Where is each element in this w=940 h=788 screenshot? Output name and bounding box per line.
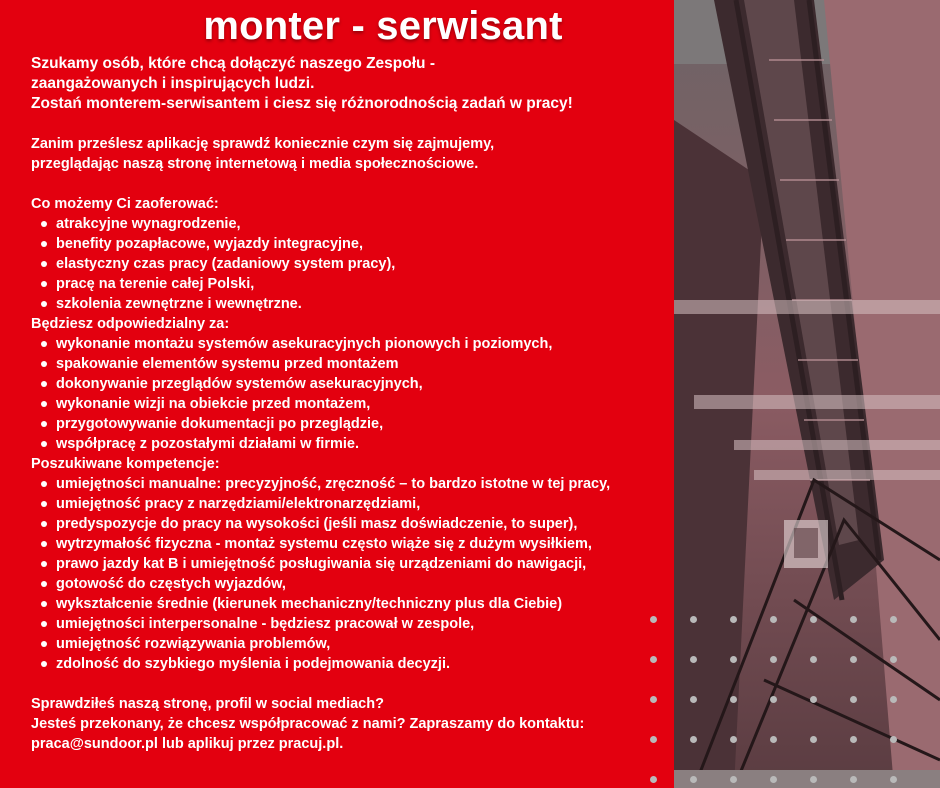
- decorative-dot: [650, 616, 657, 623]
- skill-item: prawo jazdy kat B i umiejętność posługiwania się urządzeniami do nawigacji,: [31, 554, 681, 574]
- decorative-dot: [690, 736, 697, 743]
- check-paragraph: [31, 134, 681, 174]
- decorative-dot: [850, 616, 857, 623]
- decorative-dot: [730, 696, 737, 703]
- decorative-dot: [730, 656, 737, 663]
- check-line: Zanim prześlesz aplikację sprawdź koniecznie czym się zajmujemy,: [31, 136, 495, 152]
- skill-item: umiejętności manualne: precyzyjność, zręczność – to bardzo istotne w tej pracy,: [31, 474, 681, 494]
- skills-heading: Poszukiwane kompetencje:: [31, 456, 220, 472]
- skill-item: umiejętność pracy z narzędziami/elektronarzędziami,: [31, 494, 681, 514]
- decorative-dot: [850, 776, 857, 783]
- offer-item: benefity pozapłacowe, wyjazdy integracyjne,: [31, 234, 681, 254]
- decorative-dot: [890, 776, 897, 783]
- skill-item: gotowość do częstych wyjazdów,: [31, 574, 681, 594]
- decorative-dot: [770, 616, 777, 623]
- duty-item: wykonanie montażu systemów asekuracyjnych pionowych i poziomych,: [31, 334, 681, 354]
- decorative-dot: [770, 656, 777, 663]
- decorative-dot: [690, 696, 697, 703]
- offer-item: szkolenia zewnętrzne i wewnętrzne.: [31, 294, 681, 314]
- ad-content: [31, 54, 681, 754]
- duties-heading: Będziesz odpowiedzialny za:: [31, 316, 230, 332]
- decorative-dot: [650, 696, 657, 703]
- decorative-dot: [890, 736, 897, 743]
- skill-item: predyspozycje do pracy na wysokości (jeśli masz doświadczenie, to super),: [31, 514, 681, 534]
- skill-item: wykształcenie średnie (kierunek mechaniczny/techniczny plus dla Ciebie): [31, 594, 681, 614]
- intro-line: Szukamy osób, które chcą dołączyć naszego Zespołu -: [31, 55, 435, 72]
- contact-line: praca@sundoor.pl lub aplikuj przez pracuj.pl.: [31, 736, 344, 752]
- duty-item: współpracę z pozostałymi działami w firmie.: [31, 434, 681, 454]
- check-line: przeglądając naszą stronę internetową i media społecznościowe.: [31, 156, 479, 172]
- offer-heading: Co możemy Ci zaoferować:: [31, 196, 219, 212]
- decorative-dot: [850, 736, 857, 743]
- offer-item: atrakcyjne wynagrodzenie,: [31, 214, 681, 234]
- offer-list: [31, 214, 681, 314]
- decorative-dot: [770, 776, 777, 783]
- decorative-dot: [850, 656, 857, 663]
- page-title: monter - serwisant: [203, 4, 563, 48]
- decorative-dot: [730, 776, 737, 783]
- decorative-dot: [890, 616, 897, 623]
- offer-item: elastyczny czas pracy (zadaniowy system pracy),: [31, 254, 681, 274]
- decorative-dot: [690, 616, 697, 623]
- decorative-dot: [690, 776, 697, 783]
- decorative-dot: [810, 616, 817, 623]
- offer-item: pracę na terenie całej Polski,: [31, 274, 681, 294]
- decorative-dot-grid: [650, 616, 940, 788]
- duties-list: [31, 334, 681, 454]
- outro-line: Jesteś przekonany, że chcesz współpracować z nami? Zapraszamy do kontaktu:: [31, 716, 585, 732]
- skill-item: umiejętność rozwiązywania problemów,: [31, 634, 681, 654]
- decorative-dot: [650, 656, 657, 663]
- decorative-dot: [730, 616, 737, 623]
- duty-item: dokonywanie przeglądów systemów asekuracyjnych,: [31, 374, 681, 394]
- duty-item: przygotowywanie dokumentacji po przeglądzie,: [31, 414, 681, 434]
- skill-item: umiejętności interpersonalne - będziesz pracował w zespole,: [31, 614, 681, 634]
- decorative-dot: [770, 696, 777, 703]
- skill-item: zdolność do szybkiego myślenia i podejmowania decyzji.: [31, 654, 681, 674]
- decorative-dot: [810, 656, 817, 663]
- outro-paragraph: [31, 694, 681, 754]
- decorative-dot: [810, 736, 817, 743]
- skill-item: wytrzymałość fizyczna - montaż systemu często wiąże się z dużym wysiłkiem,: [31, 534, 681, 554]
- duty-item: spakowanie elementów systemu przed montażem: [31, 354, 681, 374]
- decorative-dot: [770, 736, 777, 743]
- decorative-dot: [810, 776, 817, 783]
- intro-line: zaangażowanych i inspirujących ludzi.: [31, 75, 315, 92]
- decorative-dot: [810, 696, 817, 703]
- decorative-dot: [650, 776, 657, 783]
- decorative-dot: [650, 736, 657, 743]
- decorative-dot: [890, 656, 897, 663]
- intro-paragraph: [31, 54, 681, 114]
- decorative-dot: [850, 696, 857, 703]
- outro-line: Sprawdziłeś naszą stronę, profil w social mediach?: [31, 696, 384, 712]
- intro-line: Zostań monterem-serwisantem i ciesz się różnorodnością zadań w pracy!: [31, 95, 573, 112]
- decorative-dot: [730, 736, 737, 743]
- decorative-dot: [890, 696, 897, 703]
- duty-item: wykonanie wizji na obiekcie przed montażem,: [31, 394, 681, 414]
- skills-list: [31, 474, 681, 674]
- decorative-dot: [690, 656, 697, 663]
